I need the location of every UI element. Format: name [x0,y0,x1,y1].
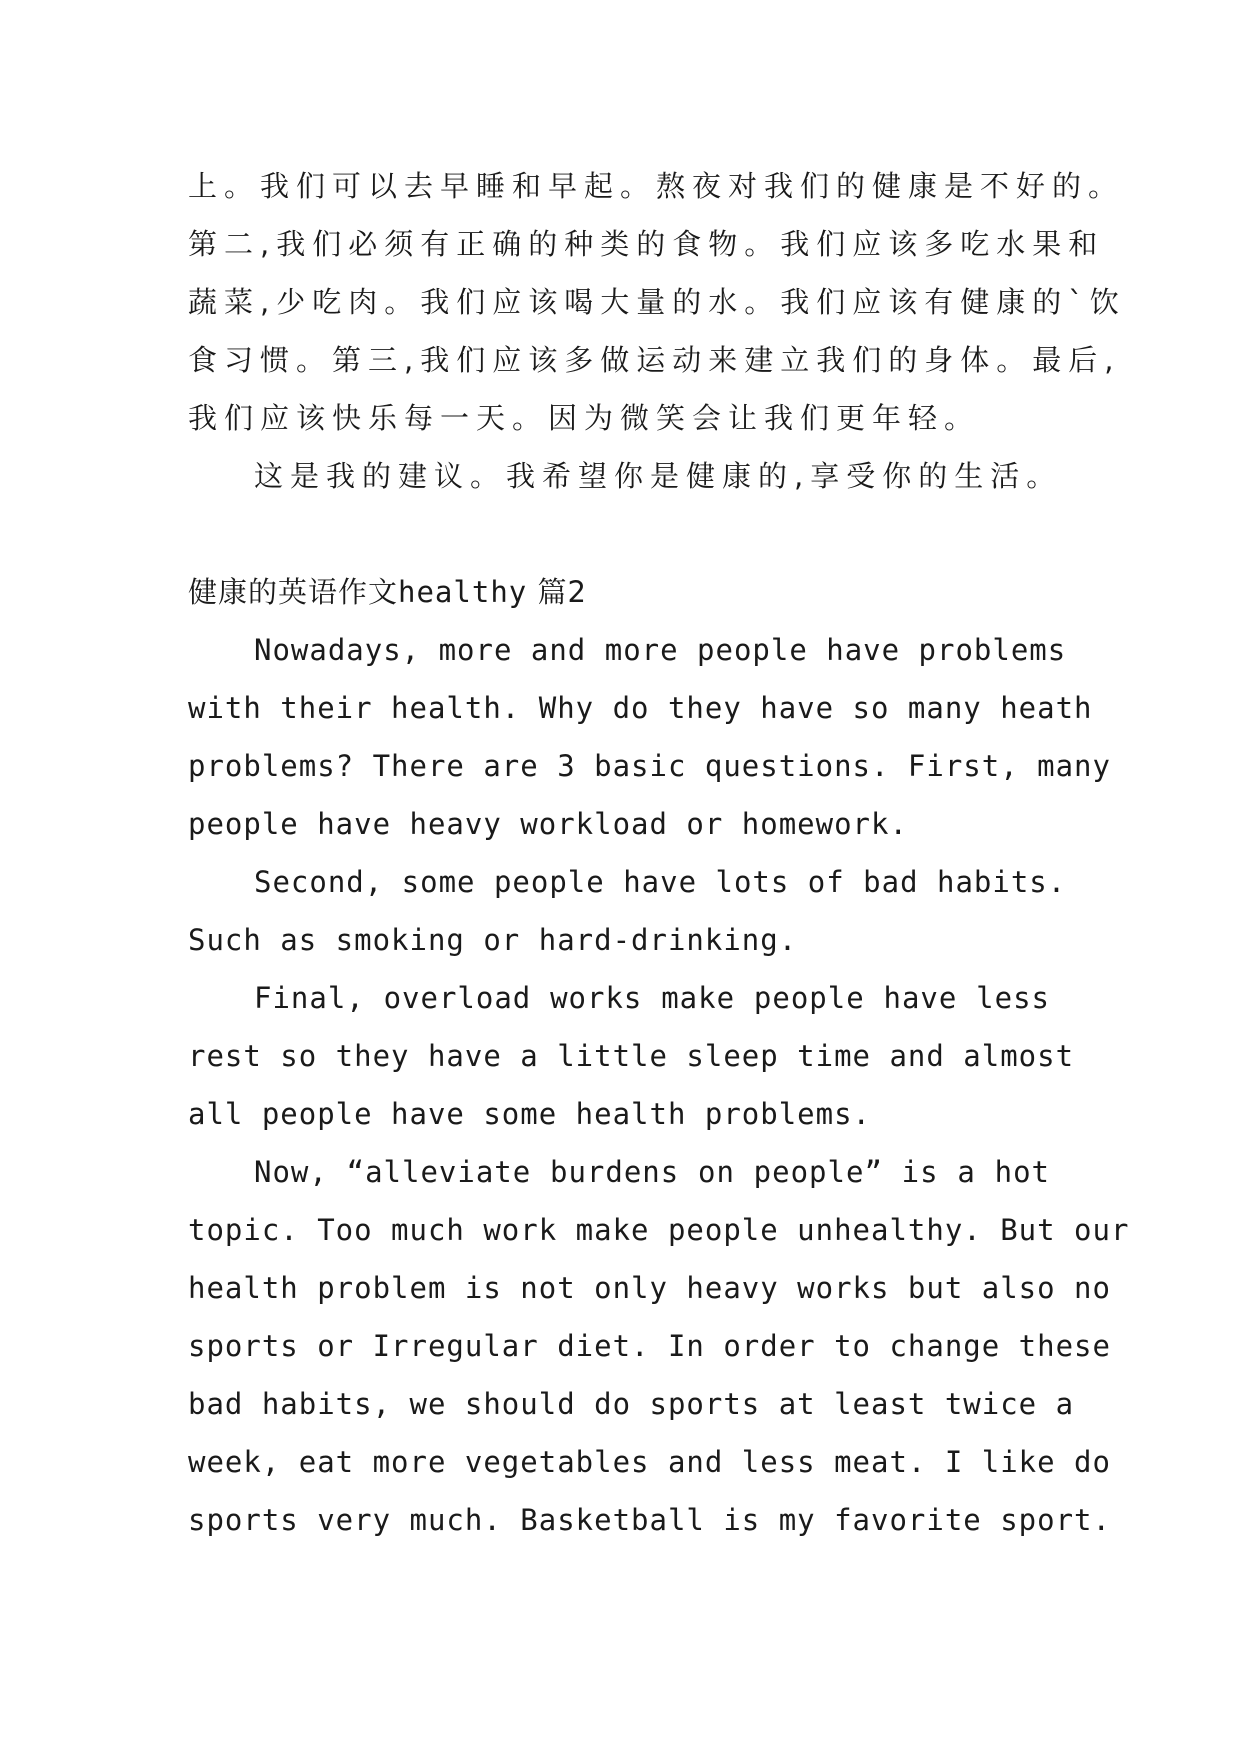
heading-prefix: 健康的英语作文 [188,575,399,609]
english-p4-line-6: week, eat more vegetables and less meat. I like do [188,1445,1111,1479]
chinese-closing-line: 这是我的建议。我希望你是健康的,享受你的生活。 [254,459,1063,493]
english-p2-line-1: Second, some people have lots of bad habits. [254,865,1067,899]
english-p1-line-2: with their health. Why do they have so many heath [188,691,1093,725]
english-p4-line-3: health problem is not only heavy works but also no [188,1271,1111,1305]
chinese-line-2: 第二,我们必须有正确的种类的食物。我们应该多吃水果和 [188,227,1105,261]
english-p2-line-2: Such as smoking or hard-drinking. [188,923,798,957]
english-p4-line-1: Now, “alleviate burdens on people” is a hot [254,1155,1050,1189]
english-p1-line-3: problems? There are 3 basic questions. First, many [188,749,1111,783]
chinese-line-5: 我们应该快乐每一天。因为微笑会让我们更年轻。 [188,401,981,435]
heading-english: healthy [398,575,528,609]
heading-suffix: 篇2 [537,575,587,609]
english-p1-line-1: Nowadays, more and more people have problems [254,633,1067,667]
english-p3-line-2: rest so they have a little sleep time and almost [188,1039,1075,1073]
english-p3-line-3: all people have some health problems. [188,1097,872,1131]
english-p4-line-4: sports or Irregular diet. In order to change these [188,1329,1111,1363]
english-p3-line-1: Final, overload works make people have less [254,981,1050,1015]
english-p4-line-5: bad habits, we should do sports at least twice a [188,1387,1075,1421]
essay-heading [188,574,1050,610]
english-p4-line-2: topic. Too much work make people unhealthy. But our [188,1213,1130,1247]
english-p4-line-7: sports very much. Basketball is my favorite sport. [188,1503,1111,1537]
chinese-line-4: 食习惯。第三,我们应该多做运动来建立我们的身体。最后, [188,343,1121,377]
chinese-line-3: 蔬菜,少吃肉。我们应该喝大量的水。我们应该有健康的`饮 [188,285,1126,319]
chinese-line-1: 上。我们可以去早睡和早起。熬夜对我们的健康是不好的。 [188,169,1125,203]
english-p1-line-4: people have heavy workload or homework. [188,807,908,841]
